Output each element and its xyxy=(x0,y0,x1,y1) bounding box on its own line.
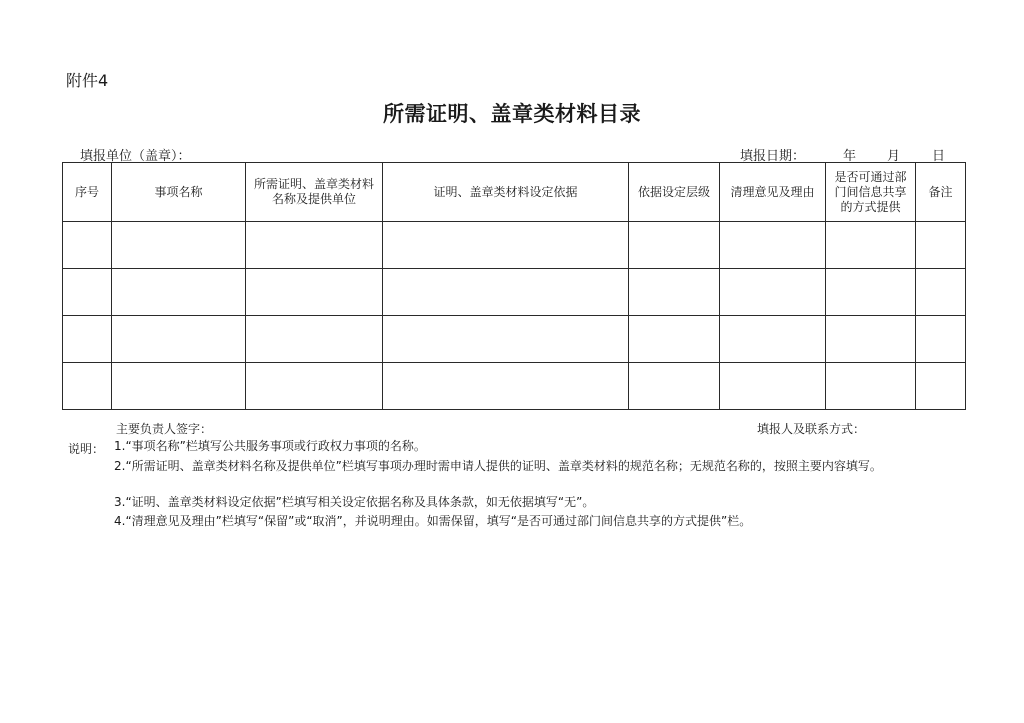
responsible-person-signature-label: 主要负责人签字： xyxy=(116,422,213,436)
reporting-unit-label: 填报单位（盖章）： xyxy=(80,149,191,164)
table-cell[interactable] xyxy=(383,316,629,363)
materials-table xyxy=(62,162,966,410)
col-header-info-sharing: 是否可通过部门间信息共享的方式提供 xyxy=(826,163,916,222)
note-item-1: 1.“事项名称”栏填写公共服务事项或行政权力事项的名称。 xyxy=(114,439,426,453)
table-cell[interactable] xyxy=(112,222,246,269)
table-cell[interactable] xyxy=(112,316,246,363)
table-cell[interactable] xyxy=(383,269,629,316)
table-cell[interactable] xyxy=(63,316,112,363)
attachment-label: 附件4 xyxy=(66,71,109,90)
table-row xyxy=(63,269,966,316)
table-header-row xyxy=(63,163,966,222)
table-cell[interactable] xyxy=(112,363,246,410)
table-cell[interactable] xyxy=(112,269,246,316)
table-cell[interactable] xyxy=(246,269,383,316)
date-year: 年 xyxy=(843,149,857,164)
table-cell[interactable] xyxy=(629,269,720,316)
note-item-2: 2.“所需证明、盖章类材料名称及提供单位”栏填写事项办理时需申请人提供的证明、盖章类材料的规范名称；无规范名称的，按照主要内容填写。 xyxy=(114,459,882,473)
table-cell[interactable] xyxy=(246,316,383,363)
table-row xyxy=(63,363,966,410)
col-header-basis: 证明、盖章类材料设定依据 xyxy=(383,163,629,222)
table-cell[interactable] xyxy=(916,222,966,269)
reporting-date-label: 填报日期： xyxy=(740,149,806,164)
table-cell[interactable] xyxy=(63,363,112,410)
table-cell[interactable] xyxy=(246,222,383,269)
table-cell[interactable] xyxy=(63,269,112,316)
col-header-item-name: 事项名称 xyxy=(112,163,246,222)
col-header-opinion-reason: 清理意见及理由 xyxy=(720,163,826,222)
col-header-remarks: 备注 xyxy=(916,163,966,222)
table-cell[interactable] xyxy=(916,269,966,316)
table-cell[interactable] xyxy=(826,269,916,316)
table-row xyxy=(63,316,966,363)
note-item-3: 3.“证明、盖章类材料设定依据”栏填写相关设定依据名称及具体条款，如无依据填写“无”。 xyxy=(114,495,595,509)
table-cell[interactable] xyxy=(383,363,629,410)
table-cell[interactable] xyxy=(826,363,916,410)
date-day: 日 xyxy=(932,149,946,164)
filler-contact-label: 填报人及联系方式： xyxy=(757,422,866,436)
table-cell[interactable] xyxy=(63,222,112,269)
table-cell[interactable] xyxy=(720,269,826,316)
note-item-4: 4.“清理意见及理由”栏填写“保留”或“取消”，并说明理由。如需保留，填写“是否可通过部门间信息共享的方式提供”栏。 xyxy=(114,514,752,528)
table-cell[interactable] xyxy=(629,222,720,269)
table-row xyxy=(63,222,966,269)
table-cell[interactable] xyxy=(826,222,916,269)
document-title: 所需证明、盖章类材料目录 xyxy=(383,101,641,126)
col-header-basis-level: 依据设定层级 xyxy=(629,163,720,222)
table-cell[interactable] xyxy=(916,363,966,410)
table-cell[interactable] xyxy=(629,316,720,363)
col-header-serial: 序号 xyxy=(63,163,112,222)
table-cell[interactable] xyxy=(720,222,826,269)
date-month: 月 xyxy=(887,149,901,164)
notes-label: 说明： xyxy=(68,442,105,456)
table-cell[interactable] xyxy=(246,363,383,410)
table-cell[interactable] xyxy=(629,363,720,410)
table-cell[interactable] xyxy=(383,222,629,269)
table-cell[interactable] xyxy=(720,316,826,363)
col-header-material-provider: 所需证明、盖章类材料名称及提供单位 xyxy=(246,163,383,222)
table-cell[interactable] xyxy=(720,363,826,410)
table-cell[interactable] xyxy=(826,316,916,363)
table-cell[interactable] xyxy=(916,316,966,363)
